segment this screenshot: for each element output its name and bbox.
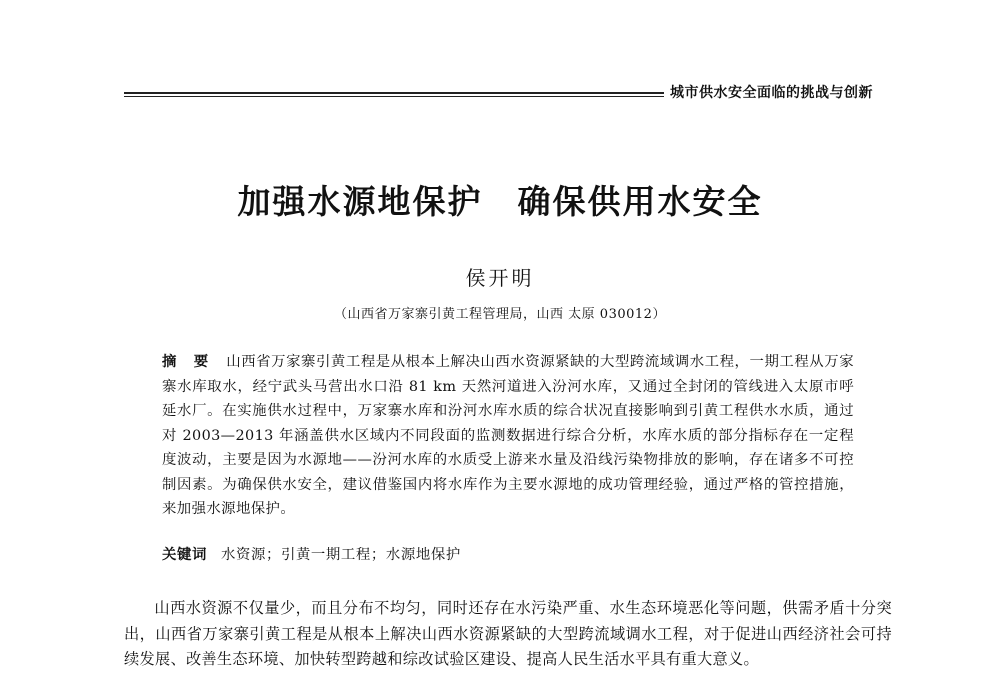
abstract-text: 山西省万家寨引黄工程是从根本上解决山西水资源紧缺的大型跨流域调水工程，一期工程从万家寨水库取水，经宁武头马营出水口沿 81 km 天然河道进入汾河水库，又通过全封闭的管线进入太原市呼延水厂。在实施供水过程中，万家寨水库和汾河水库水质的综合状况直接影响到引黄工程供水水质，通过对 2003—2013 年涵盖供水区域内不同段面的监测数据进行综合分析，水库水质的部分指标存在一定程度波动，主要是因为水源地——汾河水库的水质受上游来水量及沿线污染物排放的影响，存在诸多不可控制因素。为确保供水安全，建议借鉴国内将水库作为主要水源地的成功管理经验，通过严格的管控措施，来加强水源地保护。 xyxy=(162,354,854,517)
header-rule xyxy=(124,92,664,97)
running-head: 城市供水安全面临的挑战与创新 xyxy=(670,85,873,101)
abstract-label: 摘 要 xyxy=(162,354,215,370)
article-author: 侯开明 xyxy=(465,266,535,290)
abstract xyxy=(162,350,854,522)
author-affiliation: （山西省万家寨引黄工程管理局，山西 太原 030012） xyxy=(334,307,666,322)
keywords-text: 水资源；引黄一期工程；水源地保护 xyxy=(220,547,461,563)
keywords xyxy=(162,543,854,564)
body-paragraph: 山西水资源不仅量少，而且分布不均匀，同时还存在水污染严重、水生态环境恶化等问题，供需矛盾十分突出，山西省万家寨引黄工程是从根本上解决山西水资源紧缺的大型跨流域调水工程，对于促进山西经济社会可持续发展、改善生态环境、加快转型跨越和综改试验区建设、提高人民生活水平具有重大意义。 xyxy=(124,599,892,668)
keywords-label: 关键词 xyxy=(162,547,207,563)
article-title: 加强水源地保护 确保供用水安全 xyxy=(237,182,763,221)
